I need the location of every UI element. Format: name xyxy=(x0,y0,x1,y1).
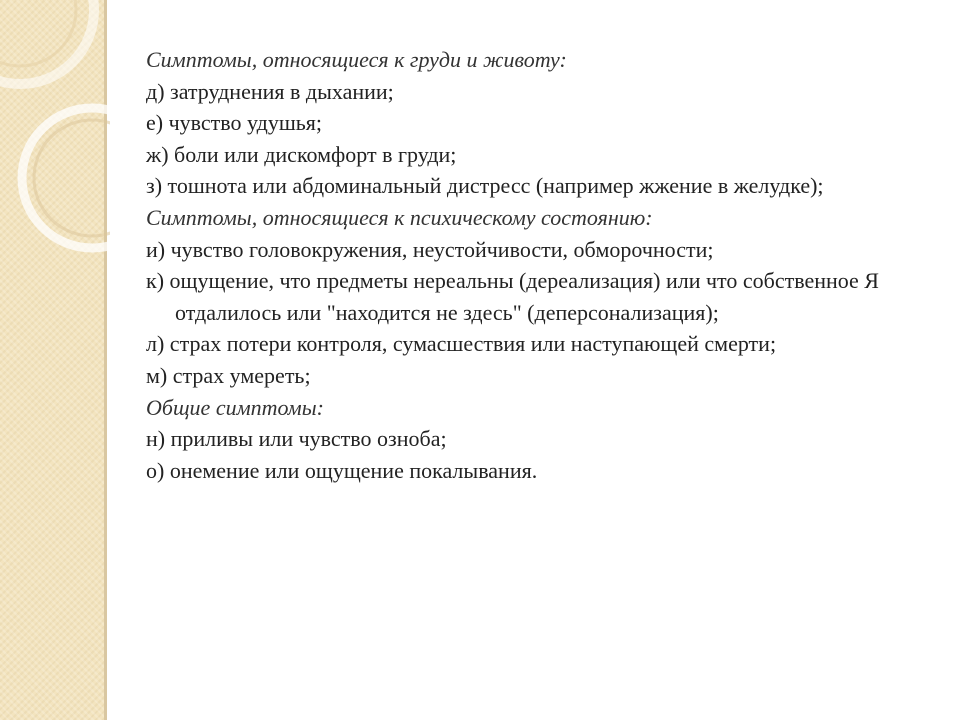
list-item: з) тошнота или абдоминальный дистресс (например жжение в желудке); xyxy=(146,173,824,199)
slide-text-body xyxy=(146,44,936,486)
list-item: и) чувство головокружения, неустойчивости, обморочности; xyxy=(146,236,714,262)
list-item: н) приливы или чувство озноба; xyxy=(146,426,447,452)
list-item: л) страх потери контроля, сумасшествия или наступающей смерти; xyxy=(146,331,777,357)
list-item: ж) боли или дискомфорт в груди; xyxy=(146,141,457,167)
list-item: о) онемение или ощущение покалывания. xyxy=(146,457,538,483)
upper-ring-shape xyxy=(0,0,94,84)
upper-inner-ring-shape xyxy=(0,0,76,66)
section-heading-general: Общие симптомы: xyxy=(146,394,324,420)
list-item: к) ощущение, что предметы нереальны (дереализация) или что собственное Я отдалилось или "находится не здесь" (деперсонализация); xyxy=(146,268,879,325)
decorative-rings-icon xyxy=(0,0,110,260)
list-item: м) страх умереть; xyxy=(146,362,311,388)
middle-inner-ring-shape xyxy=(34,120,110,236)
list-item: е) чувство удушья; xyxy=(146,110,323,136)
list-item: д) затруднения в дыхании; xyxy=(146,78,394,104)
section-heading-chest-abdomen: Симптомы, относящиеся к груди и животу: xyxy=(146,47,567,72)
section-heading-mental-state: Симптомы, относящиеся к психическому состоянию: xyxy=(146,204,653,230)
